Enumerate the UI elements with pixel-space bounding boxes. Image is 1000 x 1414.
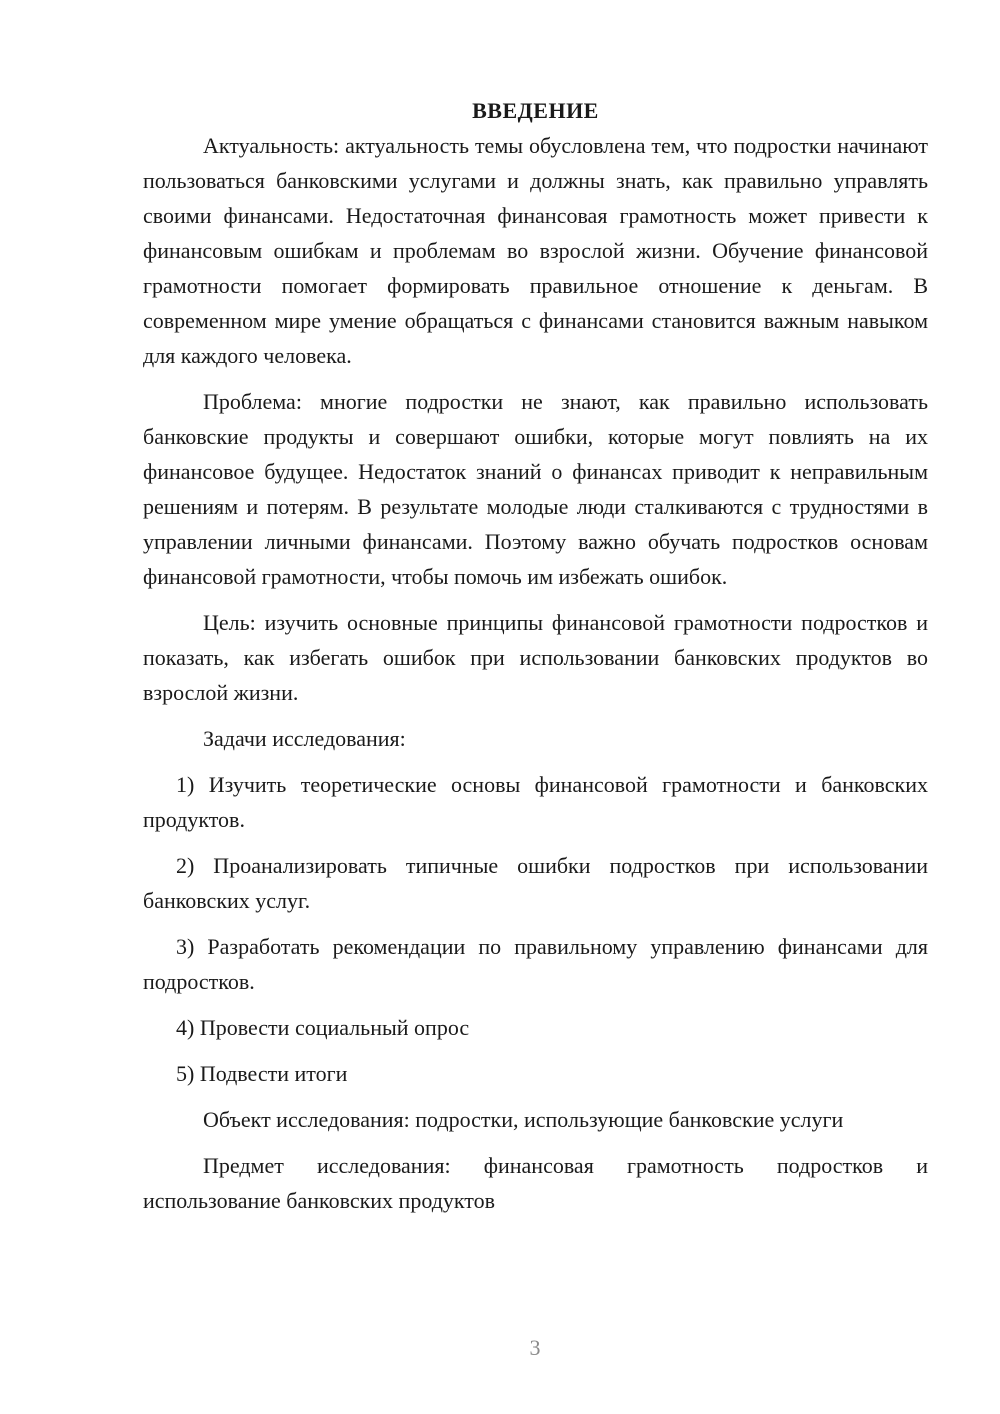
task-item-4: 4) Провести социальный опрос [176,1015,470,1040]
task-item-2: 2) Проанализировать типичные ошибки подростков при использовании банковских услуг. [143,853,928,913]
paragraph-problem: Проблема: многие подростки не знают, как правильно использовать банковские продукты и совершают ошибки, которые могут повлиять на их финансовое будущее. Недостаток знаний о финансах приводит к неправильным решениям и потерям. В результате молодые люди сталкиваются с трудностями в управлении личными финансами. Поэтому важно обучать подростков основам финансовой грамотности, чтобы помочь им избежать ошибок. [143,389,928,589]
task-item-5: 5) Подвести итоги [176,1061,348,1086]
paragraph-subject: Предмет исследования: финансовая грамотность подростков и использование банковских продуктов [143,1153,928,1213]
paragraph-object: Объект исследования: подростки, использующие банковские услуги [203,1107,844,1132]
paragraph-tasks-heading: Задачи исследования: [203,726,406,751]
task-item-3: 3) Разработать рекомендации по правильному управлению финансами для подростков. [143,934,928,994]
page-number: 3 [529,1335,541,1360]
section-title: ВВЕДЕНИЕ [472,98,599,123]
paragraph-relevance: Актуальность: актуальность темы обусловлена тем, что подростки начинают пользоваться банковскими услугами и должны знать, как правильно управлять своими финансами. Недостаточная финансовая грамотность может привести к финансовым ошибкам и проблемам во взрослой жизни. Обучение финансовой грамотности помогает формировать правильное отношение к деньгам. В современном мире умение обращаться с финансами становится важным навыком для каждого человека. [143,133,928,368]
page-content [143,93,928,1229]
paragraph-goal: Цель: изучить основные принципы финансовой грамотности подростков и показать, как избегать ошибок при использовании банковских продуктов во взрослой жизни. [143,610,928,705]
task-item-1: 1) Изучить теоретические основы финансовой грамотности и банковских продуктов. [143,772,928,832]
